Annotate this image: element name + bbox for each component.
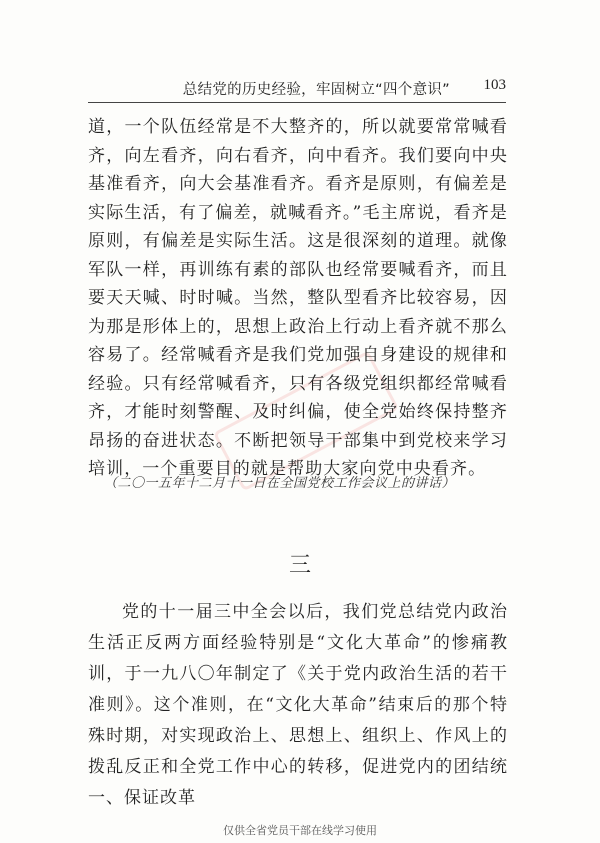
- running-header: [88, 76, 506, 103]
- footer-notice: 仅供全省党员干部在线学习使用: [223, 824, 377, 837]
- paragraph: 党的十一届三中全会以后，我们党总结党内政治生活正反两方面经验特别是“文化大革命”的惨痛教训，于一九八〇年制定了《关于党内政治生活的若干准则》。这个准则，在“文化大革命”结束后的那个特殊时期，对实现政治上、思想上、组织上、作风上的拨乱反正和全党工作中心的转移，促进党内的团结统一、保证改革: [88, 602, 508, 808]
- paragraph: 道，一个队伍经常是不大整齐的，所以就要常常喊看齐，向左看齐，向右看齐，向中看齐。我们要向中央基准看齐，向大会基准看齐。看齐是原则，有偏差是实际生活，有了偏差，就喊看齐。”毛主席说，看齐是原则，有偏差是实际生活。这是很深刻的道理。就像军队一样，再训练有素的部队也经常要喊看齐，而且要天天喊、时时喊。当然，整队型看齐比较容易，因为那是形体上的，思想上政治上行动上看齐就不那么容易了。经常喊看齐是我们党加强自身建设的规律和经验。只有经常喊看齐，只有各级党组织都经常喊看齐，才能时刻警醒、及时纠偏，使全党始终保持整齐昂扬的奋进状态。不断把领导干部集中到党校来学习培训，一个重要目的就是帮助大家向党中央看齐。: [88, 117, 508, 479]
- source-citation: （二〇一五年十二月十一日在全国党校工作会议上的讲话）: [104, 476, 456, 491]
- running-header-title: 总结党的历史经验，牢固树立“四个意识”: [182, 82, 450, 98]
- body-text: [88, 113, 508, 484]
- section-body-text: [88, 597, 508, 814]
- section-heading: 三: [288, 553, 311, 578]
- page-number: 103: [483, 77, 506, 93]
